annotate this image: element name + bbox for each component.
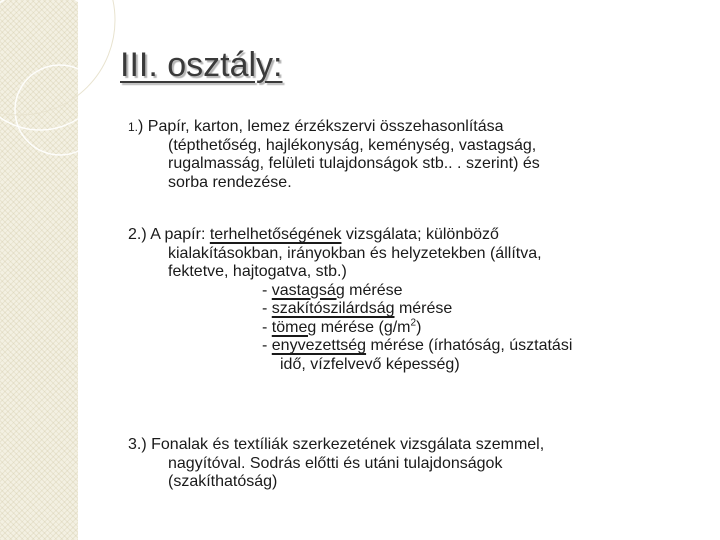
sub-item-tensile-strength: - szakítószilárdság mérése	[262, 300, 453, 317]
list-item-2	[128, 226, 688, 374]
item3-line: nagyítóval. Sodrás előtti és utáni tulajdonságok	[168, 454, 503, 472]
item2-line: fektetve, hajtogatva, stb.)	[168, 263, 347, 280]
sub-item-sizing: - enyvezettség mérése (írhatóság, úsztatási	[262, 337, 573, 354]
underlined-term: terhelhetőségének	[209, 226, 342, 243]
list-item-1	[128, 118, 688, 192]
item2-line: kialakításokban, irányokban és helyzetekben (állítva,	[168, 244, 542, 262]
list-item-3	[128, 436, 688, 492]
item1-line: (tépthetőség, hajlékonyság, keménység, vastagság,	[168, 136, 537, 154]
item2-line: 2.) A papír: terhelhetőségének vizsgálata; különböző	[128, 226, 499, 243]
slide-title: III. osztály:	[120, 46, 283, 84]
sub-item-thickness: - vastagság mérése	[262, 281, 403, 299]
sub-item-mass: - tömeg mérése $(g/m^2)$	[262, 317, 422, 336]
item3-line: (szakíthatóság)	[168, 473, 278, 490]
item1-line: rugalmasság, felületi tulajdonságok stb.. . szerint) és	[168, 155, 540, 172]
sub-item-sizing-cont: idő, vízfelvevő képesség)	[280, 355, 460, 373]
item1-line: sorba rendezése.	[168, 173, 292, 191]
item3-line: 3.) Fonalak és textíliák szerkezetének vizsgálata szemmel,	[128, 436, 545, 453]
item1-line: 1.) Papír, karton, lemez érzékszervi összehasonlítása	[128, 118, 504, 135]
